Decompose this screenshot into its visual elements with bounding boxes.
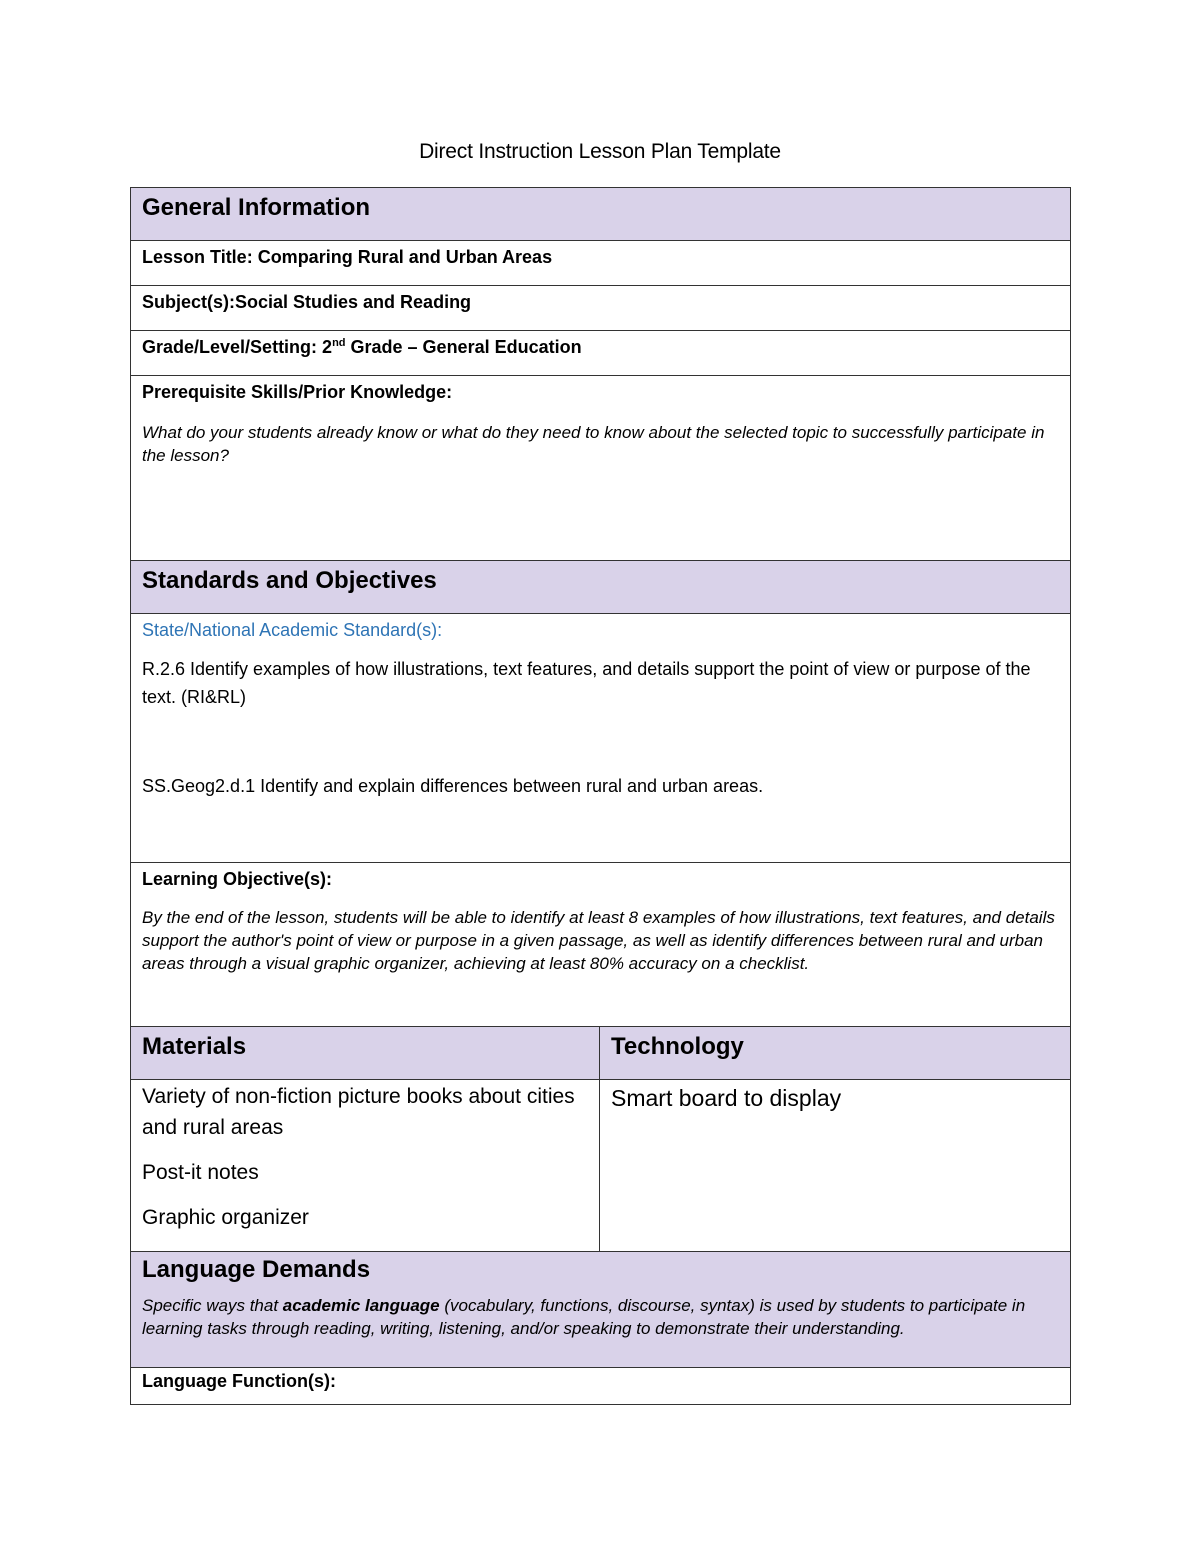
objective-text: By the end of the lesson, students will be able to identify at least 8 examples of how illustrations, text features, and details support the author's point of view or purpose in a given passage, as well as identify differences between rural and urban areas through a visual graphic organizer, achieving at least 80% accuracy on a checklist. [142, 908, 1055, 973]
language-demands-description: Specific ways that academic language (vocabulary, functions, discourse, syntax) is used by students to participate in learning tasks through reading, writing, listening, and/or speaking to demonstrate their understanding. [142, 1296, 1026, 1338]
standard-2: SS.Geog2.d.1 Identify and explain differences between rural and urban areas. [142, 776, 764, 796]
materials-cell [131, 1080, 600, 1252]
materials-item: Variety of non-fiction picture books about cities and rural areas [142, 1085, 575, 1139]
materials-heading: Materials [142, 1033, 247, 1060]
prerequisite-label: Prerequisite Skills/Prior Knowledge: [142, 382, 453, 402]
lesson-title: Lesson Title: Comparing Rural and Urban Areas [142, 247, 553, 267]
general-information-header-row [131, 188, 1071, 241]
subjects: Subject(s):Social Studies and Reading [142, 292, 472, 312]
document-title: Direct Instruction Lesson Plan Template [419, 140, 781, 163]
objective-row [131, 863, 1071, 1027]
lesson-plan-table [130, 187, 1071, 1405]
technology-cell [600, 1080, 1071, 1252]
objective-label: Learning Objective(s): [142, 869, 333, 889]
grade-row [131, 331, 1071, 376]
technology-item: Smart board to display [611, 1085, 842, 1111]
prerequisite-row [131, 376, 1071, 561]
technology-heading: Technology [611, 1033, 744, 1060]
standards-header-row [131, 561, 1071, 614]
materials-technology-header-row [131, 1027, 1071, 1080]
language-function-row [131, 1368, 1071, 1405]
materials-item: Graphic organizer [142, 1206, 309, 1229]
standards-heading: Standards and Objectives [142, 567, 437, 594]
general-information-heading: General Information [131, 188, 1071, 241]
materials-item: Post-it notes [142, 1161, 259, 1184]
language-function-label: Language Function(s): [142, 1371, 336, 1391]
lesson-title-row [131, 241, 1071, 286]
prerequisite-prompt: What do your students already know or what do they need to know about the selected topic to successfully participate in the lesson? [142, 423, 1045, 465]
materials-technology-row [131, 1080, 1071, 1252]
standards-label: State/National Academic Standard(s): [142, 620, 443, 640]
subjects-row [131, 286, 1071, 331]
grade-level-setting: Grade/Level/Setting: 2nd Grade – General Education [142, 337, 582, 357]
standards-row [131, 614, 1071, 863]
language-demands-heading: Language Demands [142, 1256, 371, 1283]
standard-1: R.2.6 Identify examples of how illustrations, text features, and details support the point of view or purpose of the text. (RI&RL) [142, 659, 1031, 707]
language-demands-row [131, 1252, 1071, 1368]
